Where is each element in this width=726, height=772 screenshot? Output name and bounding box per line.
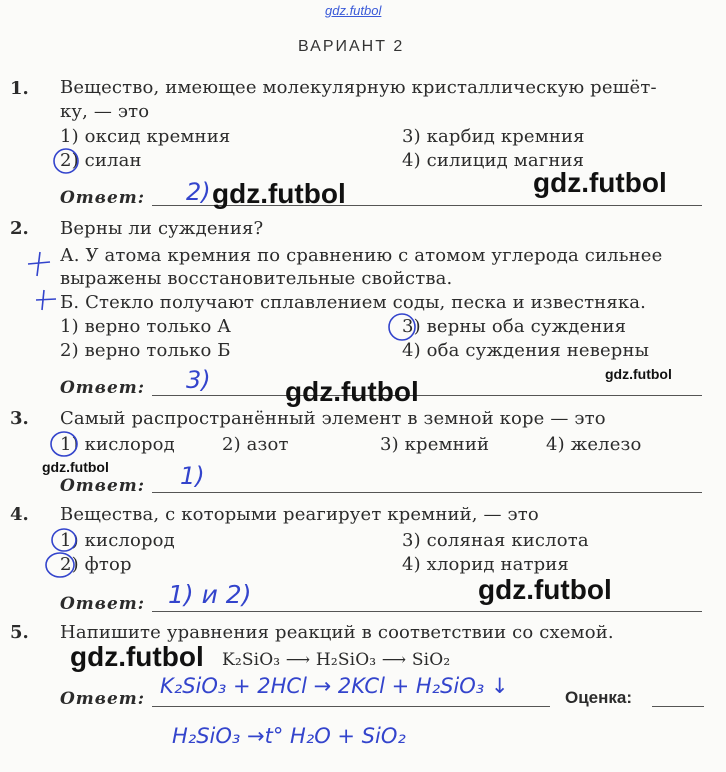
q4-option-3: 3) соляная кислота bbox=[402, 530, 589, 551]
q5-handwritten-line2: H₂SiO₃ →t° H₂O + SiO₂ bbox=[172, 724, 406, 748]
q2-statement-a: А. У атома кремния по сравнению с атомом углерода сильнее bbox=[60, 245, 663, 266]
q1-answer-circle bbox=[54, 149, 78, 173]
q2-number: 2. bbox=[10, 218, 29, 239]
plus-mark-b bbox=[36, 290, 56, 310]
watermark: gdz.futbol bbox=[605, 366, 672, 382]
q4-option-1: 1) кислород bbox=[60, 530, 175, 551]
q3-text: Самый распространённый элемент в земной коре — это bbox=[60, 408, 606, 429]
watermark: gdz.futbol bbox=[42, 459, 109, 475]
q5-number: 5. bbox=[10, 622, 29, 643]
watermark: gdz.futbol bbox=[533, 167, 667, 198]
q1-option-2: 2) силан bbox=[60, 150, 142, 171]
q2-text: Верны ли суждения? bbox=[60, 218, 264, 239]
q1-option-4: 4) силицид магния bbox=[402, 150, 585, 171]
q3-number: 3. bbox=[10, 408, 29, 429]
q1-option-3: 3) карбид кремния bbox=[402, 126, 585, 147]
q3-option-3: 3) кремний bbox=[380, 434, 490, 455]
watermark-top[interactable]: gdz.futbol bbox=[325, 3, 382, 18]
q3-answer-label: Ответ: bbox=[60, 476, 146, 496]
q4-handwritten-answer: 1) и 2) bbox=[168, 580, 252, 609]
grade-label: Оценка: bbox=[565, 688, 633, 707]
q2-statement-a-cont: выражены восстановительные свойства. bbox=[60, 268, 453, 289]
q4-option-2: 2) фтор bbox=[60, 554, 132, 575]
q3-answer-circle bbox=[51, 432, 77, 456]
variant-title: ВАРИАНТ 2 bbox=[298, 38, 405, 55]
q4-answer-circle-1 bbox=[52, 529, 76, 551]
q1-text-line1: Вещество, имеющее молекулярную кристаллическую решёт- bbox=[60, 77, 657, 98]
watermark: gdz.futbol bbox=[70, 641, 204, 672]
q1-text-line2: ку, — это bbox=[60, 101, 150, 122]
q4-answer-label: Ответ: bbox=[60, 594, 146, 614]
q2-option-4: 4) оба суждения неверны bbox=[402, 340, 650, 361]
plus-mark-a bbox=[28, 252, 50, 276]
q3-option-1: 1) кислород bbox=[60, 434, 175, 455]
q4-number: 4. bbox=[10, 504, 29, 525]
q3-option-2: 2) азот bbox=[222, 434, 289, 455]
q5-scheme: K₂SiO₃ ⟶ H₂SiO₃ ⟶ SiO₂ bbox=[222, 650, 451, 670]
q5-answer-label: Ответ: bbox=[60, 689, 146, 709]
q2-handwritten-answer: 3) bbox=[186, 366, 211, 394]
q4-answer-circle-2 bbox=[46, 553, 74, 577]
watermark: gdz.futbol bbox=[478, 574, 612, 605]
q2-option-3: 3) верны оба суждения bbox=[402, 316, 627, 337]
q3-option-4: 4) железо bbox=[546, 434, 642, 455]
q1-option-1: 1) оксид кремния bbox=[60, 126, 231, 147]
q2-option-1: 1) верно только А bbox=[60, 316, 232, 337]
q1-handwritten-answer: 2) bbox=[186, 178, 211, 206]
q2-answer-label: Ответ: bbox=[60, 378, 146, 398]
watermark: gdz.futbol bbox=[285, 376, 419, 407]
q2-statement-b: Б. Стекло получают сплавлением соды, песка и известняка. bbox=[60, 292, 646, 313]
q4-text: Вещества, с которыми реагирует кремний, — это bbox=[60, 504, 539, 525]
q4-option-4: 4) хлорид натрия bbox=[402, 554, 569, 575]
q3-handwritten-answer: 1) bbox=[180, 462, 205, 490]
q5-handwritten-line1: K₂SiO₃ + 2HCl → 2KCl + H₂SiO₃ ↓ bbox=[160, 674, 509, 698]
q2-answer-circle bbox=[389, 314, 415, 340]
q1-answer-label: Ответ: bbox=[60, 188, 146, 208]
q5-text: Напишите уравнения реакций в соответствии со схемой. bbox=[60, 622, 614, 643]
q1-number: 1. bbox=[10, 78, 29, 99]
q2-option-2: 2) верно только Б bbox=[60, 340, 231, 361]
watermark: gdz.futbol bbox=[212, 178, 346, 209]
